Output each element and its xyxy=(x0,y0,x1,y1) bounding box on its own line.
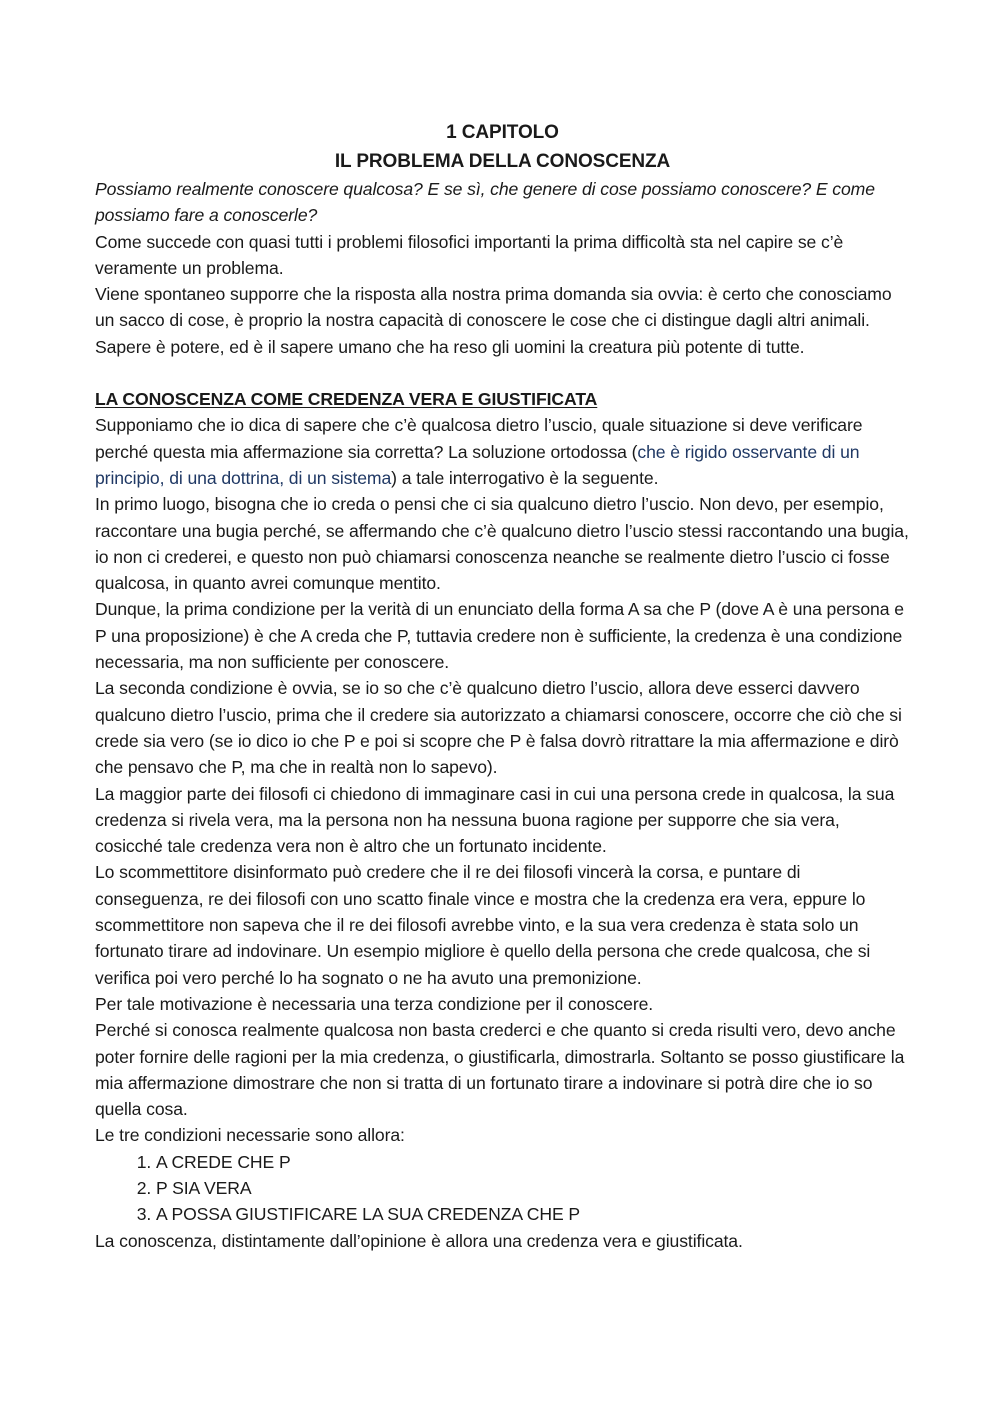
paragraph: Perché si conosca realmente qualcosa non basta crederci e che quanto si creda risulti vero, devo anche poter fornire delle ragioni per la mia credenza, o giustificarla, dimostrarla. Soltanto se posso giustificare la mia affermazione dimostrare che non si tratta di un fortunato tirare a indovinare si potrà dire che io so quella cosa. xyxy=(95,1020,905,1120)
spacer xyxy=(95,360,910,386)
paragraph: Le tre condizioni necessarie sono allora: xyxy=(95,1125,405,1146)
paragraph: In primo luogo, bisogna che io creda o pensi che ci sia qualcuno dietro l’uscio. Non devo, per esempio, raccontare una bugia perché, se affermando che c’è qualcuno dietro l’uscio stessi raccontando una bugia, io non ci crederei, e questo non può chiamarsi conoscenza neanche se realmente dietro l’uscio ci fosse qualcosa, in quanto avrei comunque mentito. xyxy=(95,494,909,594)
paragraph: La seconda condizione è ovvia, se io so che c’è qualcuno dietro l’uscio, allora deve esserci davvero qualcuno dietro l’uscio, prima che il credere sia autorizzato a chiamarsi conoscere, occorre che ciò che si crede sia vero (se io dico io che P e poi si scopre che P è falsa dovrò ritrattare la mia affermazione e dirò che pensavo che P, ma che in realtà non lo sapevo). xyxy=(95,678,902,778)
definition-note: che è rigido osservante di un principio, di una dottrina, di un sistema xyxy=(95,441,860,488)
list-item: 1. A CREDE CHE P xyxy=(156,1149,910,1175)
list-item: 2. P SIA VERA xyxy=(156,1175,910,1201)
document-page xyxy=(95,118,910,1254)
list-item: 3. A POSSA GIUSTIFICARE LA SUA CREDENZA CHE P xyxy=(156,1201,910,1227)
paragraph: Dunque, la prima condizione per la verità di un enunciato della forma A sa che P (dove A è una persona e P una proposizione) è che A creda che P, tuttavia credere non è sufficiente, la credenza è una condizione necessaria, ma non sufficiente per conoscere. xyxy=(95,599,904,673)
conditions-list xyxy=(95,1149,910,1228)
paragraph-text: Supponiamo che io dica di sapere che c’è qualcosa dietro l’uscio, quale situazione si deve verificare perché questa mia affermazione sia corretta? La soluzione ortodossa ( xyxy=(95,415,863,462)
paragraph: La maggior parte dei filosofi ci chiedono di immaginare casi in cui una persona crede in qualcosa, la sua credenza si rivela vera, ma la persona non ha nessuna buona ragione per supporre che sia vera, cosicché tale credenza vera non è altro che un fortunato incidente. xyxy=(95,783,895,857)
chapter-number: 1 CAPITOLO xyxy=(446,122,559,143)
paragraph xyxy=(95,412,910,491)
paragraph: Per tale motivazione è necessaria una terza condizione per il conoscere. xyxy=(95,993,654,1014)
section-heading: LA CONOSCENZA COME CREDENZA VERA E GIUSTIFICATA xyxy=(95,389,598,410)
intro-question: Possiamo realmente conoscere qualcosa? E se sì, che genere di cose possiamo conoscere? E come possiamo fare a conoscerle? xyxy=(95,179,875,226)
paragraph: Lo scommettitore disinformato può credere che il re dei filosofi vincerà la corsa, e puntare di conseguenza, re dei filosofi con uno scatto finale vince e mostra che la credenza era vera, eppure lo scommettitore non sapeva che il re dei filosofi avrebbe vinto, e la sua vera credenza è stata solo un fortunato tirare ad indovinare. Un esempio migliore è quello della persona che crede qualcosa, che si verifica poi vero perché lo ha sognato o ne ha avuto una premonizione. xyxy=(95,862,871,988)
paragraph: Viene spontaneo supporre che la risposta alla nostra prima domanda sia ovvia: è certo che conosciamo un sacco di cose, è proprio la nostra capacità di conoscere le cose che ci distingue dagli altri animali. Sapere è potere, ed è il sapere umano che ha reso gli uomini la creatura più potente di tutte. xyxy=(95,284,892,357)
conclusion: La conoscenza, distintamente dall’opinione è allora una credenza vera e giustificata. xyxy=(95,1230,743,1251)
chapter-title: IL PROBLEMA DELLA CONOSCENZA xyxy=(334,151,671,172)
paragraph-text: ) a tale interrogativo è la seguente. xyxy=(391,467,659,488)
paragraph: Come succede con quasi tutti i problemi filosofici importanti la prima difficoltà sta nel capire se c’è veramente un problema. xyxy=(95,231,844,278)
